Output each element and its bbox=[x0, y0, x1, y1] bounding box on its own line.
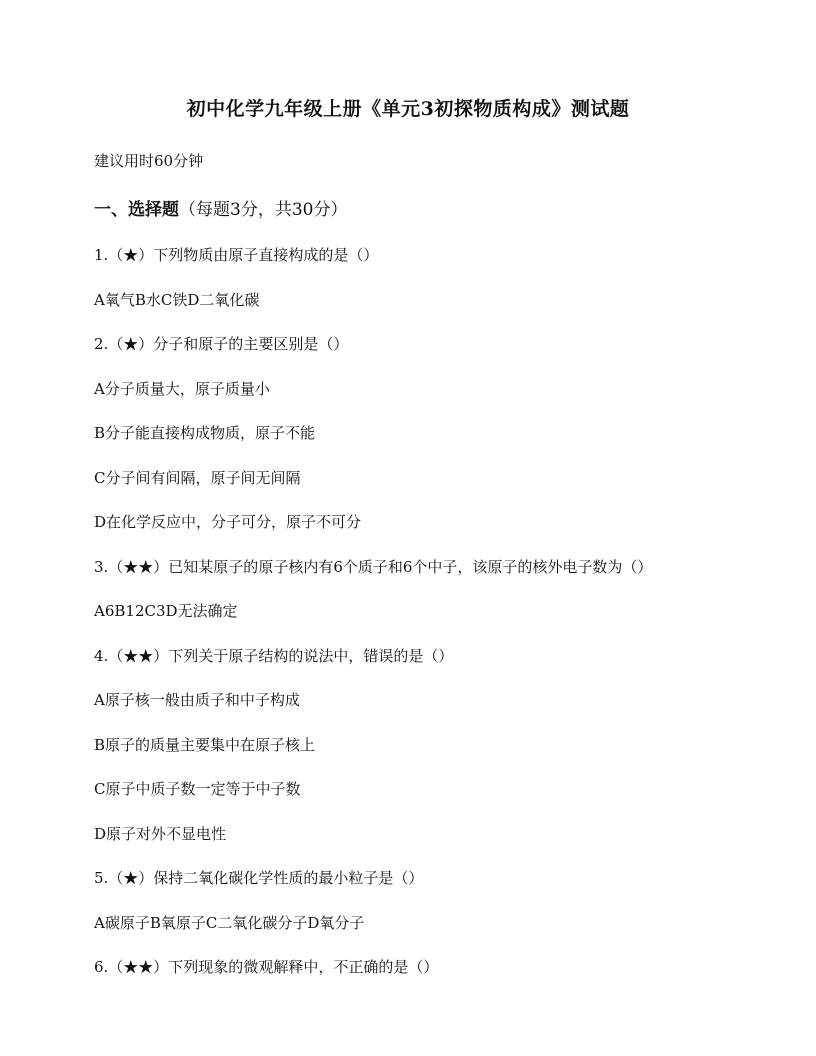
section-heading bbox=[94, 195, 347, 220]
document-title: 初中化学九年级上册《单元3初探物质构成》测试题 bbox=[186, 98, 630, 120]
question-3: 3.（★★）已知某原子的原子核内有6个质子和6个中子，该原子的核外电子数为（） bbox=[94, 558, 653, 576]
question-4-option-c: C原子中质子数一定等于中子数 bbox=[94, 780, 301, 798]
question-5: 5.（★）保持二氧化碳化学性质的最小粒子是（） bbox=[94, 869, 424, 887]
question-2-option-a: A分子质量大，原子质量小 bbox=[94, 380, 270, 398]
question-6: 6.（★★）下列现象的微观解释中，不正确的是（） bbox=[94, 958, 439, 976]
question-4: 4.（★★）下列关于原子结构的说法中，错误的是（） bbox=[94, 647, 454, 665]
question-1-options: A氧气B水C铁D二氧化碳 bbox=[94, 291, 260, 309]
question-2: 2.（★）分子和原子的主要区别是（） bbox=[94, 335, 349, 353]
section-note: （每题3分，共30分） bbox=[179, 200, 348, 220]
question-5-options: A碳原子B氧原子C二氧化碳分子D氧分子 bbox=[94, 914, 365, 932]
question-2-option-d: D在化学反应中，分子可分，原子不可分 bbox=[94, 513, 362, 531]
question-2-option-c: C分子间有间隔，原子间无间隔 bbox=[94, 469, 301, 487]
question-4-option-b: B原子的质量主要集中在原子核上 bbox=[94, 736, 316, 754]
section-title: 一、选择题 bbox=[94, 200, 179, 220]
question-4-option-a: A原子核一般由质子和中子构成 bbox=[94, 691, 300, 709]
time-note: 建议用时60分钟 bbox=[94, 152, 204, 170]
question-2-option-b: B分子能直接构成物质，原子不能 bbox=[94, 424, 316, 442]
question-4-option-d: D原子对外不显电性 bbox=[94, 825, 227, 843]
question-3-options: A6B12C3D无法确定 bbox=[94, 602, 238, 620]
question-1: 1.（★）下列物质由原子直接构成的是（） bbox=[94, 246, 379, 264]
